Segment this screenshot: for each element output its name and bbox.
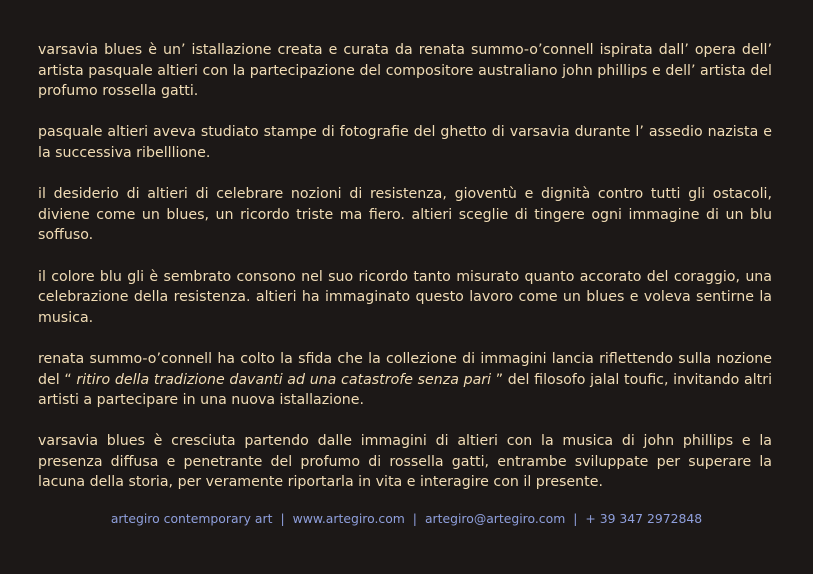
footer-separator: | [573, 511, 578, 526]
footer-email-link[interactable]: artegiro@artegiro.com [424, 511, 566, 526]
paragraph-color: il colore blu gli è sembrato consono nel suo ricordo tanto misurato quanto accorato del coraggio, una celebrazione della resistenza. altieri ha immaginato questo lavoro come un blues e voleva sentirne la musica. [38, 268, 772, 326]
footer-website-link[interactable]: www.artegiro.com [292, 511, 405, 526]
challenge-quote: ritiro della tradizione davanti ad una catastrofe senza pari [76, 371, 492, 388]
footer-contact [0, 511, 813, 526]
paragraph-desire: il desiderio di altieri di celebrare nozioni di resistenza, gioventù e dignità contro tutti gli ostacoli, diviene come un blues, un ricordo triste ma fiero. altieri sceglie di tingere ogni immagine di un blu soffuso. [38, 186, 772, 244]
challenge-text-after: ” del filosofo jalal toufic, invitando altri artisti a partecipare in una nuova istallazione. [38, 371, 773, 409]
paragraph-intro: varsavia blues è un’ istallazione creata e curata da renata summo-o’connell ispirata dall’ opera dell’ artista pasquale altieri con la partecipazione del compositore australiano john phillips e dell’ artista del profumo rossella gatti. [38, 42, 772, 100]
footer-separator: | [412, 511, 417, 526]
challenge-text-before: renata summo-o’connell ha colto la sfida che la collezione di immagini lancia riflettendo sulla nozione del “ [38, 350, 772, 388]
footer-company: artegiro contemporary art [110, 511, 273, 526]
footer-phone: + 39 347 2972848 [585, 511, 703, 526]
paragraph-growth: varsavia blues è cresciuta partendo dalle immagini di altieri con la musica di john phillips e la presenza diffusa e penetrante del profumo di rossella gatti, entrambe sviluppate per superare la lacuna della storia, per veramente riportarla in vita e interagire con il presente. [38, 433, 772, 491]
paragraph-study: pasquale altieri aveva studiato stampe di fotografie del ghetto di varsavia durante l’ assedio nazista e la successiva ribelllione. [38, 124, 772, 161]
footer-separator: | [280, 511, 285, 526]
paragraph-challenge [38, 349, 772, 411]
body-text [38, 40, 772, 514]
